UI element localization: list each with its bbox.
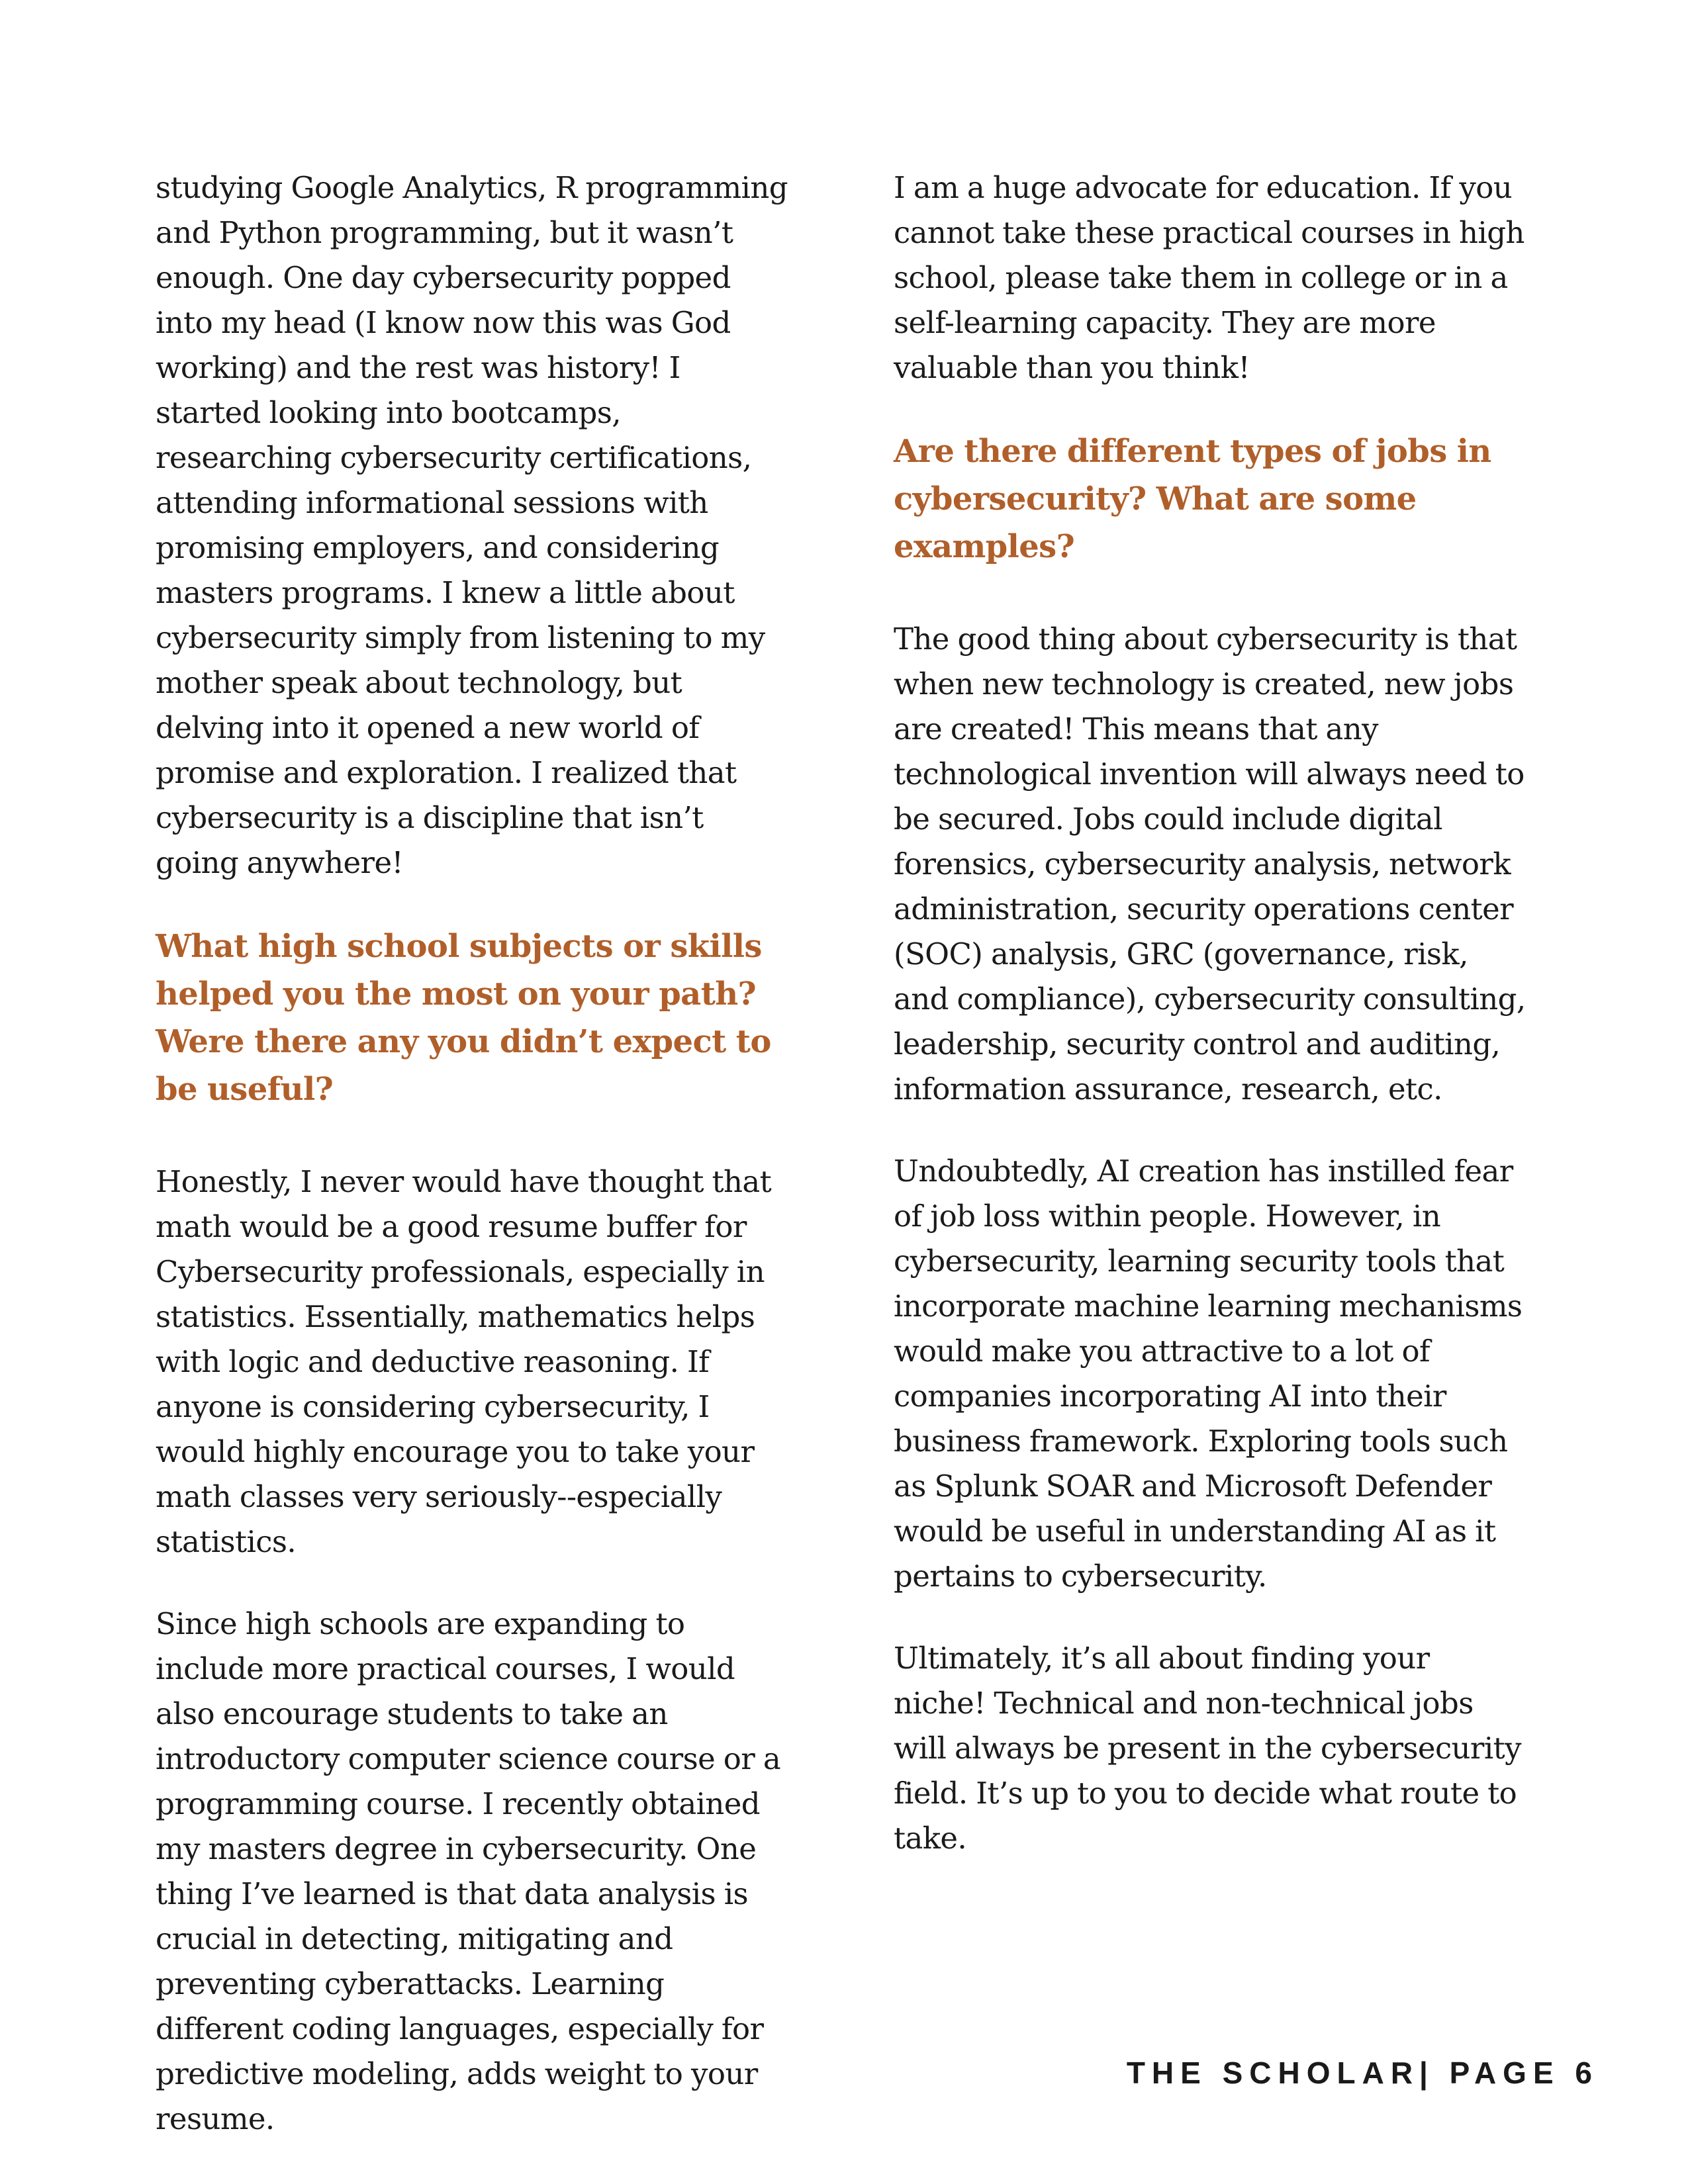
niche-paragraph: Ultimately, it’s all about finding your niche! Technical and non-technical jobs will always be present in the cybersecurity field. It’s up to you to decide what route to take. — [894, 1641, 1521, 1856]
intro-paragraph: studying Google Analytics, R programming and Python programming, but it wasn’t enough. One day cybersecurity popped into my head (I know now this was God working) and the rest was history! I started looking into bootcamps, researching cybersecurity certifications, attending informational sessions with promising employers, and considering masters programs. I knew a little about cybersecurity simply from listening to my mother speak about technology, but delving into it opened a new world of promise and exploration. I realized that cybersecurity is a discipline that isn’t going anywhere! — [156, 170, 788, 880]
math-paragraph: Honestly, I never would have thought that math would be a good resume buffer for Cybersecurity professionals, especially in statistics. Essentially, mathematics helps with logic and deductive reasoning. If anyone is considering cybersecurity, I would highly encourage you to take your math classes very seriously--especially statistics. — [156, 1164, 772, 1559]
job-types-paragraph: The good thing about cybersecurity is that when new technology is created, new jobs are created! This means that any technological invention will always need to be secured. Jobs could include digital forensics, cybersecurity analysis, network administration, security operations center (SOC) analysis, GRC (governance, risk, and compliance), cybersecurity consulting, leadership, security control and auditing, information assurance, research, etc. — [894, 621, 1526, 1107]
education-paragraph: I am a huge advocate for education. If you cannot take these practical courses in high school, please take them in college or in a self-learning capacity. They are more valuable than you think! — [894, 170, 1524, 385]
question-heading-subjects: What high school subjects or skills helped you the most on your path? Were there any you didn’t expect to be useful? — [156, 928, 771, 1108]
question-heading-job-types: Are there different types of jobs in cybersecurity? What are some examples? — [894, 433, 1491, 565]
left-column — [156, 165, 791, 2179]
ai-paragraph: Undoubtedly, AI creation has instilled fear of job loss within people. However, in cybersecurity, learning security tools that incorporate machine learning mechanisms would make you attractive to a lot of companies incorporating AI into their business framework. Exploring tools such as Splunk SOAR and Microsoft Defender would be useful in understanding AI as it pertains to cybersecurity. — [894, 1154, 1523, 1594]
practical-courses-paragraph: Since high schools are expanding to include more practical courses, I would also encourage students to take an introductory computer science course or a programming course. I recently obtained my masters degree in cybersecurity. One thing I’ve learned is that data analysis is crucial in detecting, mitigating and preventing cyberattacks. Learning different coding languages, especially for predictive modeling, adds weight to your resume. — [156, 1606, 781, 2136]
right-column — [894, 165, 1529, 1898]
page-footer: THE SCHOLAR| PAGE 6 — [1126, 2056, 1599, 2090]
